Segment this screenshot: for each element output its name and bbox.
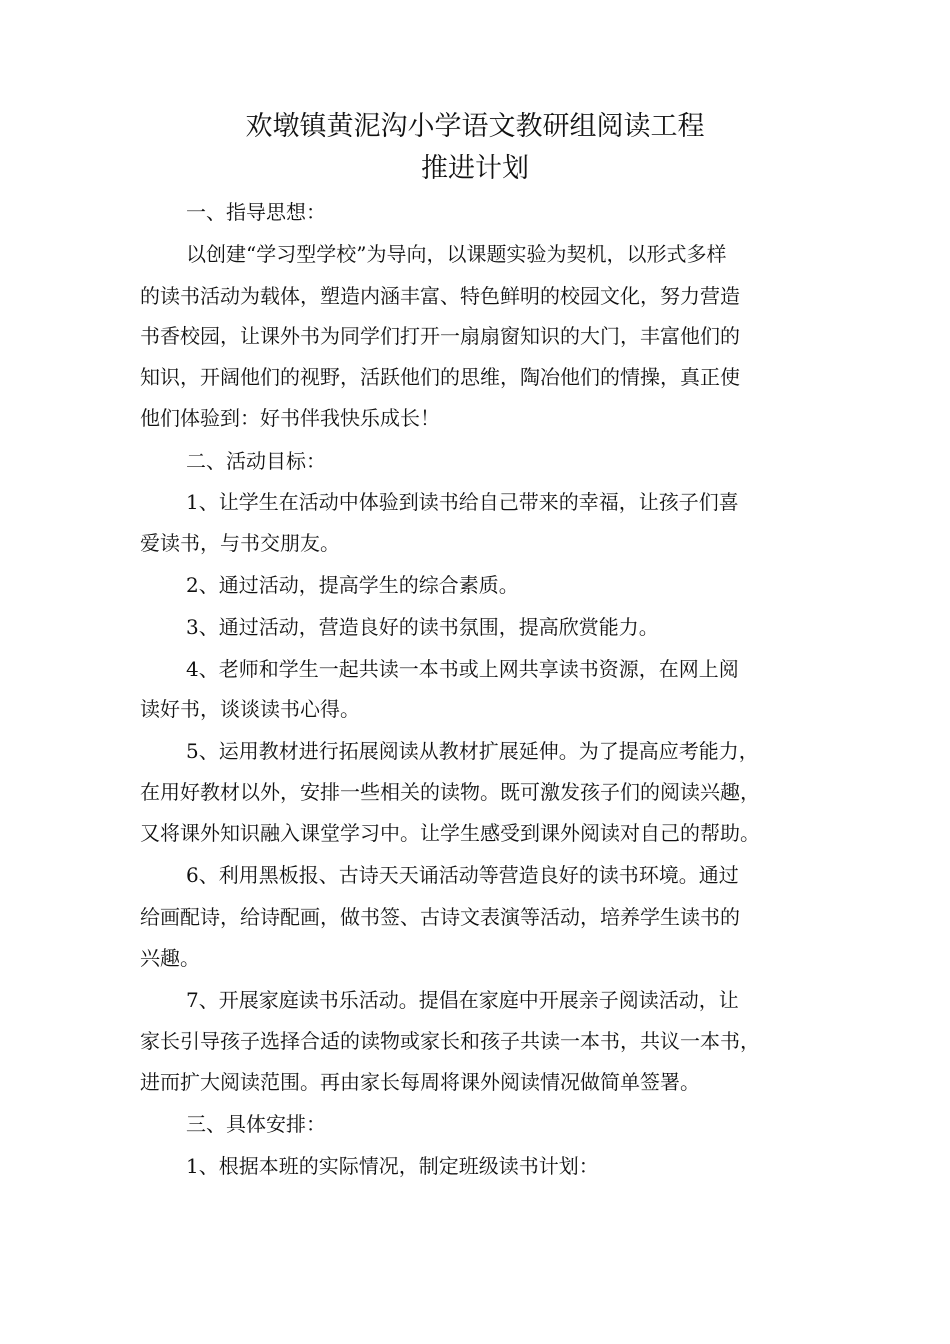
section-heading-activity-goals: 二、活动目标：	[186, 449, 326, 473]
goal-item-line: 又将课外知识融入课堂学习中。让学生感受到课外阅读对自己的帮助。	[140, 821, 760, 845]
goal-item-line: 进而扩大阅读范围。再由家长每周将课外阅读情况做简单签署。	[140, 1070, 700, 1094]
goal-item-line: 给画配诗，给诗配画，做书签、古诗文表演等活动，培养学生读书的	[140, 905, 740, 929]
goal-item-line: 在用好教材以外，安排一些相关的读物。既可激发孩子们的阅读兴趣，	[140, 780, 760, 804]
goal-item-line: 3、通过活动，营造良好的读书氛围，提高欣赏能力。	[186, 615, 659, 639]
goal-item-line: 6、利用黑板报、古诗天天诵活动等营造良好的读书环境。通过	[186, 863, 739, 887]
paragraph-line: 书香校园，让课外书为同学们打开一扇扇窗知识的大门，丰富他们的	[140, 324, 740, 348]
paragraph-line: 他们体验到：好书伴我快乐成长！	[140, 406, 440, 430]
goal-item-line: 读好书，谈谈读书心得。	[140, 697, 360, 721]
document-title-line-2: 推进计划	[421, 153, 529, 184]
paragraph-line: 以创建“学习型学校”为导向，以课题实验为契机，以形式多样	[186, 242, 727, 266]
goal-item-line: 家长引导孩子选择合适的读物或家长和孩子共读一本书，共议一本书，	[140, 1029, 760, 1053]
paragraph-line: 的读书活动为载体，塑造内涵丰富、特色鲜明的校园文化，努力营造	[140, 284, 740, 308]
paragraph-line: 知识，开阔他们的视野，活跃他们的思维，陶冶他们的情操，真正使	[140, 365, 740, 389]
arrangement-item-line: 1、根据本班的实际情况，制定班级读书计划：	[186, 1154, 599, 1178]
goal-item-line: 兴趣。	[140, 946, 200, 970]
section-heading-specific-arrangements: 三、具体安排：	[186, 1112, 326, 1136]
section-heading-guiding-thought: 一、指导思想：	[186, 200, 326, 224]
goal-item-line: 4、老师和学生一起共读一本书或上网共享读书资源，在网上阅	[186, 657, 739, 681]
goal-item-line: 5、运用教材进行拓展阅读从教材扩展延伸。为了提高应考能力，	[186, 739, 759, 763]
goal-item-line: 2、通过活动，提高学生的综合素质。	[186, 573, 519, 597]
document-title-line-1: 欢墩镇黄泥沟小学语文教研组阅读工程	[245, 111, 705, 142]
goal-item-line: 7、开展家庭读书乐活动。提倡在家庭中开展亲子阅读活动，让	[186, 988, 739, 1012]
goal-item-line: 爱读书，与书交朋友。	[140, 531, 340, 555]
goal-item-line: 1、让学生在活动中体验到读书给自己带来的幸福，让孩子们喜	[186, 490, 739, 514]
